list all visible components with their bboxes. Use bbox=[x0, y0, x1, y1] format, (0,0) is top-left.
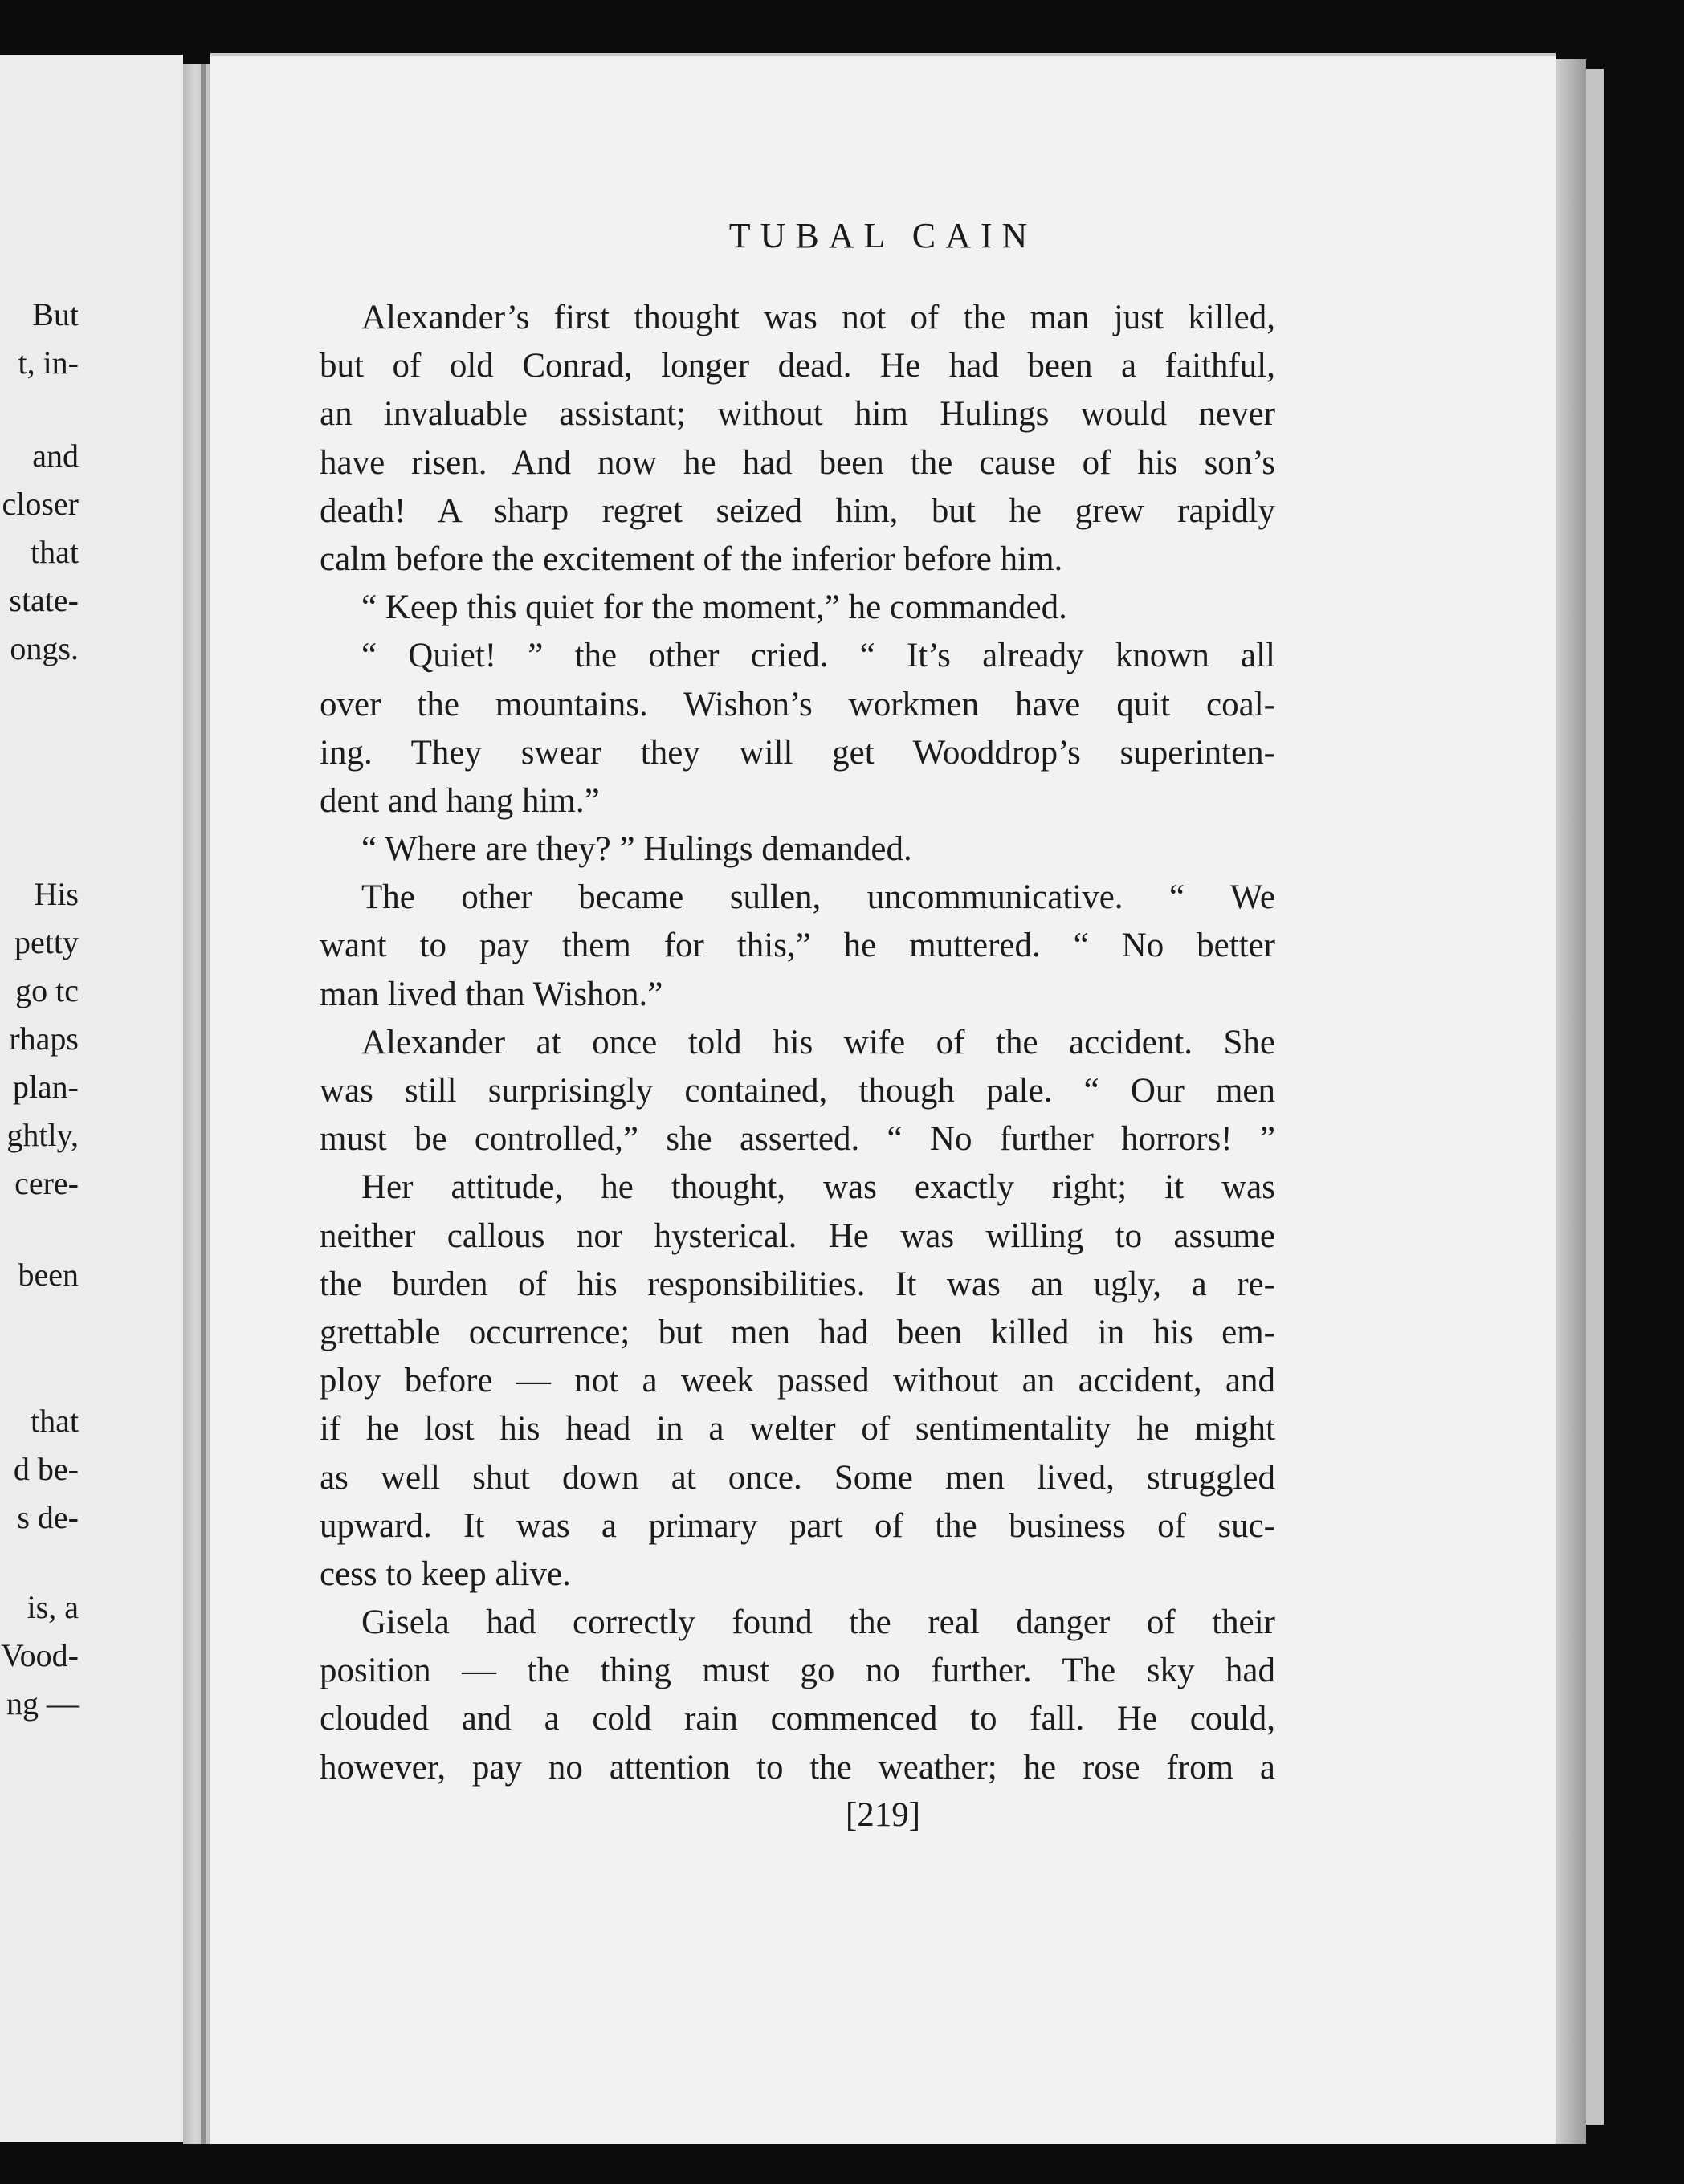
text-line: must be controlled,” she asserted. “ No further horrors! ” bbox=[320, 1120, 1275, 1159]
previous-page-line: closer bbox=[2, 486, 79, 522]
text-line: Gisela had correctly found the real danger of their bbox=[361, 1603, 1275, 1642]
text-line: Alexander’s first thought was not of the man just killed, bbox=[361, 299, 1275, 336]
text-line: The other became sullen, uncommunicative. “ We bbox=[361, 878, 1275, 917]
previous-page-line: ghtly, bbox=[6, 1117, 79, 1153]
text-line: dent and hang him.” bbox=[320, 781, 600, 820]
previous-page-line: But bbox=[32, 296, 79, 332]
text-line: as well shut down at once. Some men lived, struggled bbox=[320, 1458, 1275, 1497]
text-line: “ Quiet! ” the other cried. “ It’s already known all bbox=[361, 637, 1275, 675]
previous-page-line: plan- bbox=[12, 1069, 79, 1105]
previous-page-line: Vood- bbox=[0, 1637, 79, 1673]
text-line: cess to keep alive. bbox=[320, 1554, 571, 1593]
text-line: neither callous nor hysterical. He was willing to assume bbox=[320, 1216, 1275, 1255]
text-line: however, pay no attention to the weather; he rose from a bbox=[320, 1748, 1275, 1787]
book-fore-edge bbox=[1586, 69, 1604, 2125]
text-line: over the mountains. Wishon’s workmen have quit coal- bbox=[320, 685, 1275, 723]
previous-page-line: state- bbox=[9, 582, 79, 618]
book-gutter bbox=[183, 64, 212, 2144]
previous-page-line: go tc bbox=[15, 972, 79, 1008]
text-line: “ Where are they? ” Hulings demanded. bbox=[361, 830, 912, 869]
text-line: if he lost his head in a welter of sentimentality he might bbox=[320, 1410, 1275, 1449]
text-line: the burden of his responsibilities. It was an ugly, a re- bbox=[320, 1265, 1275, 1303]
text-line: “ Keep this quiet for the moment,” he commanded. bbox=[361, 589, 1067, 627]
body-text bbox=[320, 294, 1275, 1792]
page-right-shadow bbox=[1556, 59, 1586, 2144]
previous-page-line: His bbox=[34, 876, 79, 912]
text-line: Alexander at once told his wife of the accident. She bbox=[361, 1023, 1275, 1061]
text-line: Her attitude, he thought, was exactly right; it was bbox=[361, 1168, 1275, 1207]
text-line: death! A sharp regret seized him, but he grew rapidly bbox=[320, 491, 1275, 530]
page-number: [219] bbox=[845, 1796, 921, 1834]
previous-page-line: cere- bbox=[14, 1165, 79, 1201]
text-line: upward. It was a primary part of the business of suc- bbox=[320, 1506, 1275, 1545]
previous-page-line: d be- bbox=[13, 1451, 79, 1487]
text-line: was still surprisingly contained, though pale. “ Our men bbox=[320, 1072, 1275, 1110]
previous-page-line: ng — bbox=[6, 1685, 79, 1722]
previous-page-line: ongs. bbox=[10, 630, 79, 666]
previous-page-line: that bbox=[31, 534, 79, 570]
previous-page-line: and bbox=[32, 438, 79, 474]
previous-page-line: t, in- bbox=[18, 344, 79, 381]
running-head: TUBAL CAIN bbox=[728, 216, 1038, 255]
previous-page-line: been bbox=[18, 1257, 79, 1293]
text-line: man lived than Wishon.” bbox=[320, 975, 663, 1013]
text-line: grettable occurrence; but men had been killed in his em- bbox=[320, 1313, 1275, 1351]
text-line: ing. They swear they will get Wooddrop’s superinten- bbox=[320, 733, 1275, 772]
previous-page-line: that bbox=[31, 1403, 79, 1439]
text-line: want to pay them for this,” he muttered. “ No better bbox=[320, 927, 1275, 965]
text-line: but of old Conrad, longer dead. He had been a faithful, bbox=[320, 347, 1275, 385]
text-line: an invaluable assistant; without him Hulings would never bbox=[320, 395, 1275, 434]
previous-page-line: rhaps bbox=[9, 1021, 79, 1057]
text-line: position — the thing must go no further. The sky had bbox=[320, 1652, 1275, 1690]
gutter-edge bbox=[201, 64, 206, 2144]
text-line: have risen. And now he had been the cause of his son’s bbox=[320, 443, 1275, 482]
previous-page-line: is, a bbox=[27, 1589, 79, 1625]
text-line: clouded and a cold rain commenced to fall. He could, bbox=[320, 1700, 1275, 1738]
text-line: calm before the excitement of the inferior before him. bbox=[320, 540, 1063, 578]
previous-page-fragment bbox=[0, 55, 183, 2142]
text-line: ploy before — not a week passed without an accident, and bbox=[320, 1362, 1275, 1400]
previous-page-line: petty bbox=[14, 924, 79, 960]
previous-page-line: s de- bbox=[17, 1499, 79, 1535]
